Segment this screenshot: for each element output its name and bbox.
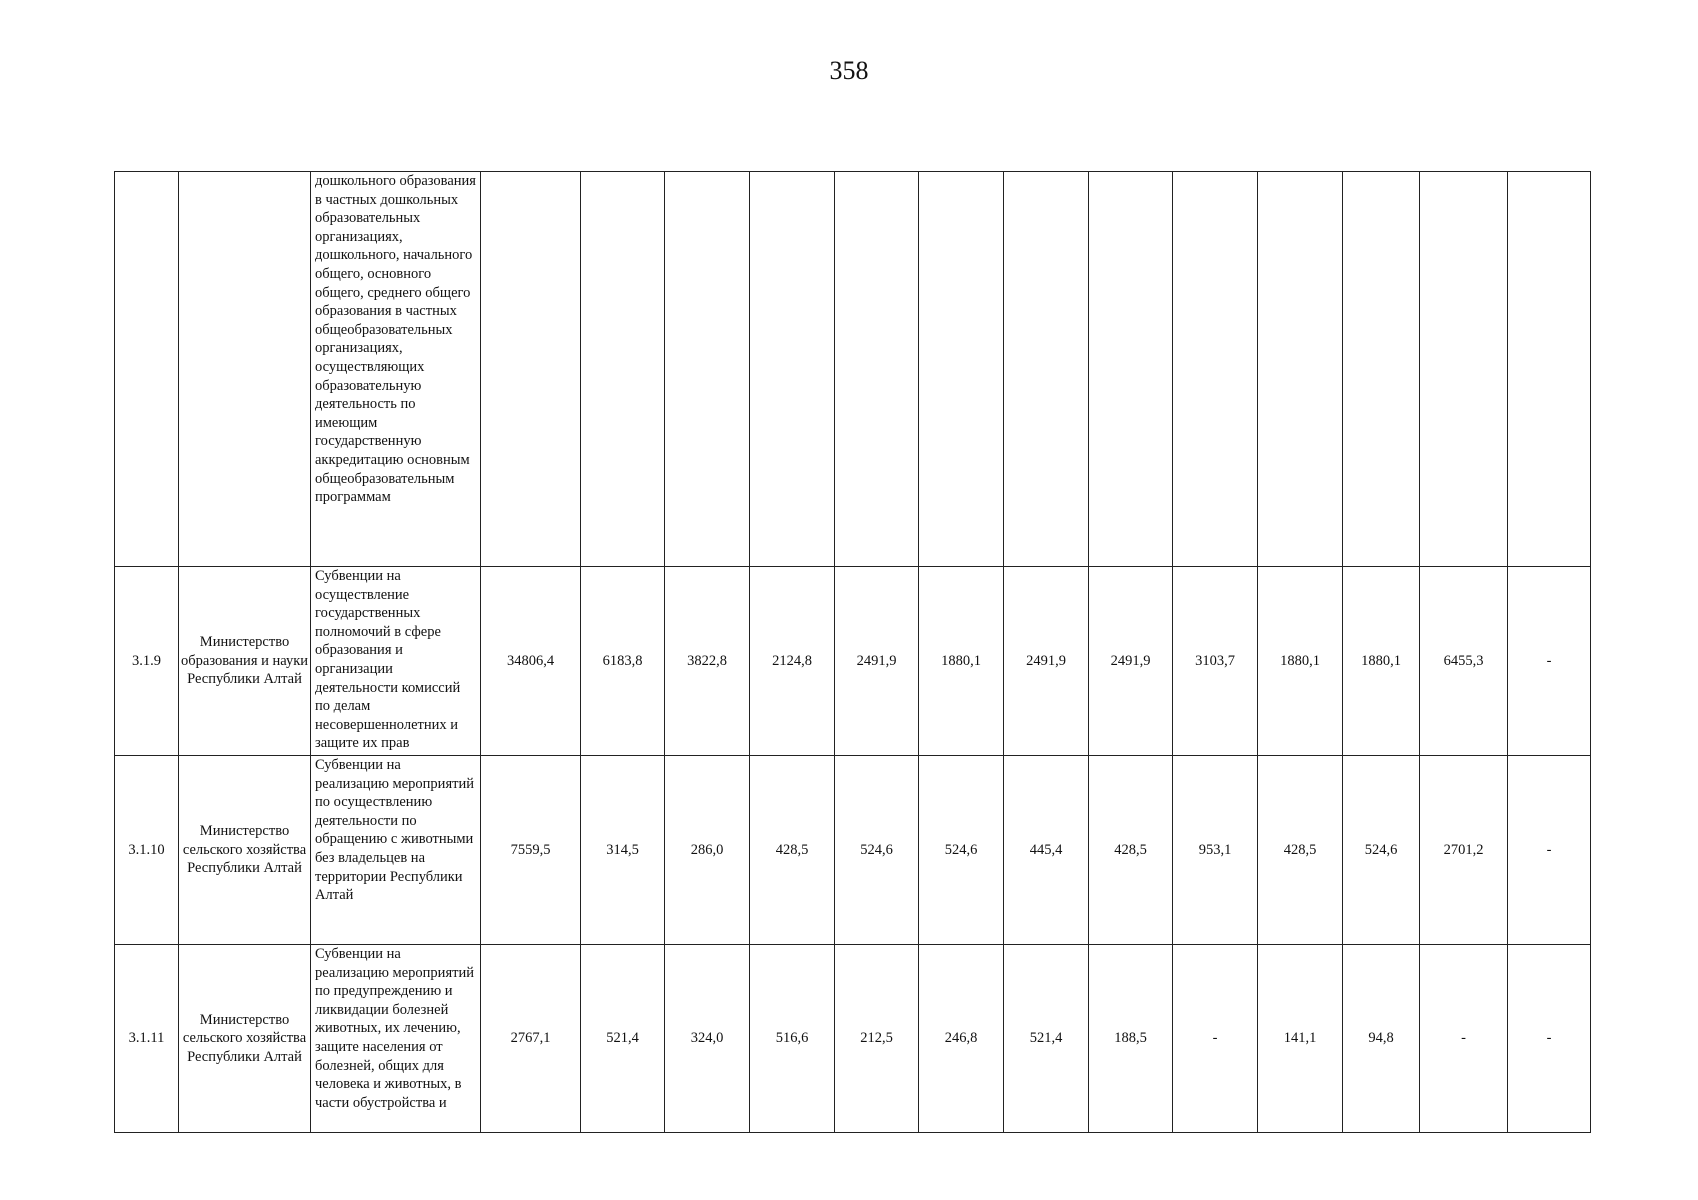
value-cell: 314,5 xyxy=(581,756,665,945)
row-organization: Министерство сельского хозяйства Республики Алтай xyxy=(179,756,311,945)
value-cell: 188,5 xyxy=(1089,945,1173,1133)
table-row xyxy=(115,567,1591,756)
value-cell: - xyxy=(1508,756,1591,945)
value-cell: 2491,9 xyxy=(1089,567,1173,756)
value-cell: 6455,3 xyxy=(1420,567,1508,756)
value-cell: - xyxy=(1508,567,1591,756)
value-cell: 428,5 xyxy=(750,756,835,945)
value-cell: 516,6 xyxy=(750,945,835,1133)
value-cell xyxy=(581,172,665,567)
value-cell: - xyxy=(1173,945,1258,1133)
value-cell: 2767,1 xyxy=(481,945,581,1133)
value-cell: 7559,5 xyxy=(481,756,581,945)
row-code: 3.1.11 xyxy=(115,945,179,1133)
value-cell: 286,0 xyxy=(665,756,750,945)
value-cell: 524,6 xyxy=(1343,756,1420,945)
value-cell: 2701,2 xyxy=(1420,756,1508,945)
value-cell xyxy=(1343,172,1420,567)
row-code: 3.1.9 xyxy=(115,567,179,756)
value-cell xyxy=(1420,172,1508,567)
value-cell: 953,1 xyxy=(1173,756,1258,945)
row-organization: Министерство сельского хозяйства Республики Алтай xyxy=(179,945,311,1133)
value-cell: 34806,4 xyxy=(481,567,581,756)
row-code xyxy=(115,172,179,567)
row-organization xyxy=(179,172,311,567)
value-cell xyxy=(919,172,1004,567)
value-cell: 428,5 xyxy=(1089,756,1173,945)
value-cell xyxy=(1004,172,1089,567)
value-cell: 1880,1 xyxy=(1343,567,1420,756)
value-cell: 94,8 xyxy=(1343,945,1420,1133)
page-number: 358 xyxy=(829,56,869,85)
value-cell: 3103,7 xyxy=(1173,567,1258,756)
value-cell: 324,0 xyxy=(665,945,750,1133)
value-cell: 428,5 xyxy=(1258,756,1343,945)
value-cell: 445,4 xyxy=(1004,756,1089,945)
value-cell: 524,6 xyxy=(835,756,919,945)
row-description: Субвенции на осуществление государственных полномочий в сфере образования и организации деятельности комиссий по делам несовершеннолетних и защите их прав xyxy=(311,567,481,756)
table-row xyxy=(115,756,1591,945)
row-description: дошкольного образования в частных дошкольных образовательных организациях, дошкольного, начального общего, основного общего, среднего общего образования в частных общеобразовательных организациях, осуществляющих образовательную деятельность по имеющим государственную аккредитацию основным общеобразовательным программам xyxy=(311,172,481,567)
value-cell: - xyxy=(1508,945,1591,1133)
value-cell xyxy=(481,172,581,567)
value-cell: 1880,1 xyxy=(919,567,1004,756)
value-cell xyxy=(835,172,919,567)
value-cell xyxy=(1508,172,1591,567)
value-cell: 212,5 xyxy=(835,945,919,1133)
row-description: Субвенции на реализацию мероприятий по осуществлению деятельности по обращению с животными без владельцев на территории Республики Алтай xyxy=(311,756,481,945)
value-cell: 3822,8 xyxy=(665,567,750,756)
value-cell: 521,4 xyxy=(581,945,665,1133)
row-description: Субвенции на реализацию мероприятий по предупреждению и ликвидации болезней животных, их лечению, защите населения от болезней, общих для человека и животных, в части обустройства и xyxy=(311,945,481,1133)
value-cell: - xyxy=(1420,945,1508,1133)
value-cell: 2491,9 xyxy=(1004,567,1089,756)
value-cell: 521,4 xyxy=(1004,945,1089,1133)
row-code: 3.1.10 xyxy=(115,756,179,945)
value-cell xyxy=(1173,172,1258,567)
value-cell xyxy=(1089,172,1173,567)
row-organization: Министерство образования и науки Республики Алтай xyxy=(179,567,311,756)
value-cell xyxy=(1258,172,1343,567)
value-cell: 141,1 xyxy=(1258,945,1343,1133)
value-cell: 6183,8 xyxy=(581,567,665,756)
table-row xyxy=(115,945,1591,1133)
value-cell: 2491,9 xyxy=(835,567,919,756)
value-cell: 2124,8 xyxy=(750,567,835,756)
value-cell xyxy=(665,172,750,567)
value-cell xyxy=(750,172,835,567)
value-cell: 524,6 xyxy=(919,756,1004,945)
value-cell: 1880,1 xyxy=(1258,567,1343,756)
budget-table xyxy=(114,171,1591,1133)
value-cell: 246,8 xyxy=(919,945,1004,1133)
table-row xyxy=(115,172,1591,567)
